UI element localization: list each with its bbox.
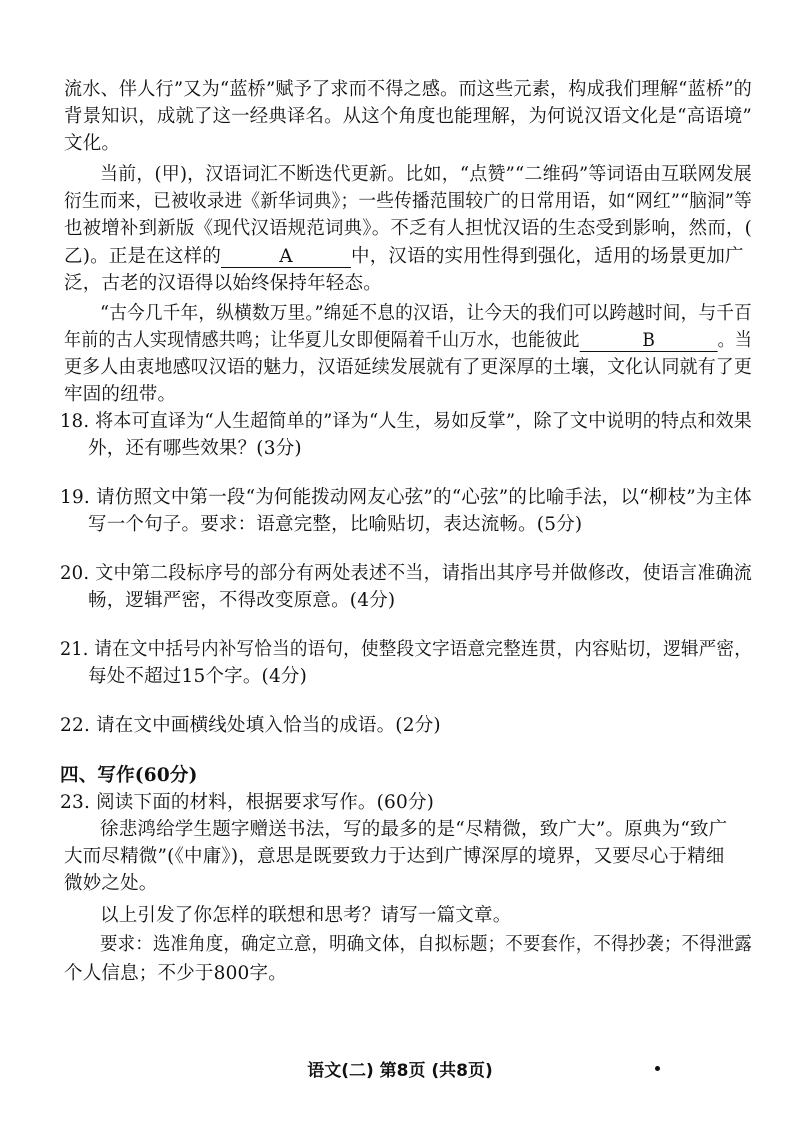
passage-line: 更多人由衷地感叹汉语的魅力，汉语延续发展就有了更深厚的土壤，文化认同就有了更 bbox=[64, 357, 753, 378]
material-line: 微妙之处。 bbox=[64, 873, 158, 894]
passage-line: 牢固的纽带。 bbox=[64, 384, 177, 405]
passage-line: 文化。 bbox=[64, 133, 121, 154]
passage-line: 流水、伴人行”又为“蓝桥”赋予了求而不得之感。而这些元素，构成我们理解“蓝桥”的 bbox=[64, 79, 752, 100]
scan-dot-mark bbox=[655, 1066, 660, 1071]
question-20-cont: 畅，逻辑严密，不得改变原意。(4分) bbox=[88, 590, 396, 611]
writing-requirements: 要求：选准角度，确定立意，明确文体，自拟标题；不要套作，不得抄袭；不得泄露 bbox=[100, 934, 752, 955]
question-19-cont: 写一个句子。要求：语意完整，比喻贴切，表达流畅。(5分) bbox=[88, 514, 583, 535]
question-21-cont: 每处不超过15个字。(4分) bbox=[88, 666, 308, 687]
passage-line-with-blank-a bbox=[64, 245, 744, 269]
question-19: 19. 请仿照文中第一段“为何能拨动网友心弦”的“心弦”的比喻手法，以“柳枝”为主体 bbox=[60, 487, 752, 508]
section-title-writing: 四、写作(60分) bbox=[60, 765, 198, 786]
passage-text: 中，汉语的实用性得到强化，适用的场景更加广 bbox=[351, 246, 744, 267]
blank-b: B bbox=[580, 331, 718, 352]
page-footer: 语文(二) 第8页 (共8页) bbox=[307, 1061, 493, 1081]
blank-a: A bbox=[221, 247, 351, 268]
material-line: 大而尽精微”(《中庸》)，意思是既要致力于达到广博深厚的境界，又要尽心于精细 bbox=[64, 846, 725, 867]
passage-line: 也被增补到新版《现代汉语规范词典》。不乏有人担忧汉语的生态受到影响，然而，( bbox=[64, 218, 753, 239]
passage-text: 年前的古人实现情感共鸣；让华夏儿女即便隔着千山万水，也能彼此 bbox=[64, 330, 580, 351]
passage-line-with-blank-b bbox=[64, 329, 752, 353]
question-18-cont: 外，还有哪些效果？(3分) bbox=[88, 438, 302, 459]
question-22: 22. 请在文中画横线处填入恰当的成语。(2分) bbox=[60, 715, 441, 736]
question-21: 21. 请在文中括号内补写恰当的语句，使整段文字语意完整连贯，内容贴切，逻辑严密， bbox=[60, 639, 752, 660]
question-23: 23. 阅读下面的材料，根据要求写作。(60分) bbox=[60, 792, 435, 813]
question-18: 18. 将本可直译为“人生超简单的”译为“人生，易如反掌”，除了文中说明的特点和效果 bbox=[60, 411, 753, 432]
writing-requirements-cont: 个人信息；不少于800字。 bbox=[64, 963, 287, 984]
passage-line: 背景知识，成就了这一经典译名。从这个角度也能理解，为何说汉语文化是“高语境” bbox=[64, 106, 753, 127]
passage-text: 。当 bbox=[717, 330, 753, 351]
material-line: 徐悲鸿给学生题字赠送书法，写的最多的是“尽精微，致广大”。原典为“致广 bbox=[100, 819, 728, 840]
passage-line: 当前，(甲)，汉语词汇不断迭代更新。比如，“点赞”“二维码”等词语由互联网发展 bbox=[100, 164, 753, 185]
passage-line: 泛，古老的汉语得以始终保持年轻态。 bbox=[64, 273, 382, 294]
passage-line: 衍生而来，已被收录进《新华词典》；一些传播范围较广的日常用语，如“网红”“脑洞”等 bbox=[64, 191, 752, 212]
question-20: 20. 文中第二段标序号的部分有两处表述不当，请指出其序号并做修改，使语言准确流 bbox=[60, 563, 753, 584]
passage-line: “古今几千年，纵横数万里。”绵延不息的汉语，让今天的我们可以跨越时间，与千百 bbox=[100, 303, 752, 324]
passage-text: 乙)。正是在这样的 bbox=[64, 246, 222, 267]
writing-prompt: 以上引发了你怎样的联想和思考？请写一篇文章。 bbox=[100, 905, 512, 926]
